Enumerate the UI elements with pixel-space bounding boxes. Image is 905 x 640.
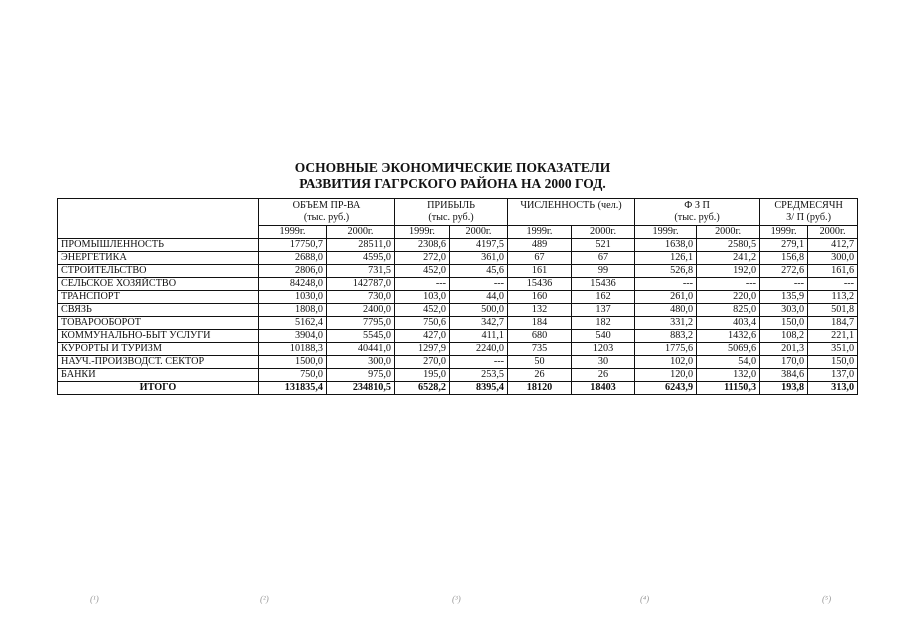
sector-name: СТРОИТЕЛЬСТВО (58, 265, 259, 278)
value-cell: 303,0 (760, 304, 808, 317)
sector-name: БАНКИ (58, 369, 259, 382)
year-header-cell: 2000г. (327, 226, 395, 239)
value-cell: 221,1 (808, 330, 858, 343)
value-cell: 480,0 (635, 304, 697, 317)
value-cell: 7795,0 (327, 317, 395, 330)
table-body (58, 239, 858, 395)
value-cell: 4595,0 (327, 252, 395, 265)
value-cell: 300,0 (327, 356, 395, 369)
value-cell: 137 (572, 304, 635, 317)
value-cell: 5069,6 (697, 343, 760, 356)
value-cell: 750,6 (395, 317, 450, 330)
value-cell: 1808,0 (259, 304, 327, 317)
value-cell: 361,0 (450, 252, 508, 265)
value-cell: 162 (572, 291, 635, 304)
value-cell: 132 (508, 304, 572, 317)
value-cell: 452,0 (395, 265, 450, 278)
value-cell: 253,5 (450, 369, 508, 382)
value-cell: 1432,6 (697, 330, 760, 343)
value-cell: 192,0 (697, 265, 760, 278)
document-title (0, 160, 905, 191)
value-cell: 17750,7 (259, 239, 327, 252)
value-cell: 108,2 (760, 330, 808, 343)
value-cell: 26 (572, 369, 635, 382)
year-header-cell: 2000г. (572, 226, 635, 239)
value-cell: --- (635, 278, 697, 291)
value-cell: 500,0 (450, 304, 508, 317)
sector-name: СЕЛЬСКОЕ ХОЗЯЙСТВО (58, 278, 259, 291)
value-cell: 5162,4 (259, 317, 327, 330)
value-cell: 30 (572, 356, 635, 369)
margin-mark: (⁴) (640, 594, 650, 604)
table-row (58, 239, 858, 252)
value-cell: 126,1 (635, 252, 697, 265)
value-cell: 184,7 (808, 317, 858, 330)
value-cell: --- (760, 278, 808, 291)
value-cell: 750,0 (259, 369, 327, 382)
value-cell: 411,1 (450, 330, 508, 343)
year-header-cell: 1999г. (760, 226, 808, 239)
value-cell: 26 (508, 369, 572, 382)
value-cell: 15436 (572, 278, 635, 291)
value-cell: 1203 (572, 343, 635, 356)
value-cell: 489 (508, 239, 572, 252)
table-row (58, 278, 858, 291)
value-cell: 10188,3 (259, 343, 327, 356)
value-cell: 5545,0 (327, 330, 395, 343)
sector-name: КОММУНАЛЬНО-БЫТ УСЛУГИ (58, 330, 259, 343)
year-header-cell: 2000г. (450, 226, 508, 239)
value-cell: 170,0 (760, 356, 808, 369)
value-cell: 2240,0 (450, 343, 508, 356)
header-output-volume: ОБЪЕМ ПР-ВА (тыс. руб.) (259, 199, 395, 226)
sector-name: ТОВАРООБОРОТ (58, 317, 259, 330)
year-header-cell: 1999г. (635, 226, 697, 239)
value-cell: 18403 (572, 382, 635, 395)
value-cell: 67 (508, 252, 572, 265)
table-row (58, 356, 858, 369)
value-cell: 11150,3 (697, 382, 760, 395)
value-cell: 4197,5 (450, 239, 508, 252)
value-cell: --- (808, 278, 858, 291)
value-cell: 1030,0 (259, 291, 327, 304)
value-cell: 272,6 (760, 265, 808, 278)
value-cell: 18120 (508, 382, 572, 395)
total-row (58, 382, 858, 395)
table-row (58, 304, 858, 317)
year-header-cell: 2000г. (808, 226, 858, 239)
value-cell: --- (395, 278, 450, 291)
value-cell: 2688,0 (259, 252, 327, 265)
margin-mark: (⁵) (822, 594, 832, 604)
sector-name: СВЯЗЬ (58, 304, 259, 317)
value-cell: 54,0 (697, 356, 760, 369)
value-cell: --- (697, 278, 760, 291)
value-cell: 403,4 (697, 317, 760, 330)
header-avg-monthly-wage: СРЕДМЕСЯЧН З/ П (руб.) (760, 199, 858, 226)
value-cell: 195,0 (395, 369, 450, 382)
sector-name: КУРОРТЫ И ТУРИЗМ (58, 343, 259, 356)
value-cell: 99 (572, 265, 635, 278)
value-cell: 102,0 (635, 356, 697, 369)
value-cell: 300,0 (808, 252, 858, 265)
value-cell: 2806,0 (259, 265, 327, 278)
value-cell: 384,6 (760, 369, 808, 382)
year-header-cell: 1999г. (259, 226, 327, 239)
value-cell: 412,7 (808, 239, 858, 252)
value-cell: 730,0 (327, 291, 395, 304)
value-cell: 156,8 (760, 252, 808, 265)
table-row (58, 330, 858, 343)
value-cell: 182 (572, 317, 635, 330)
value-cell: 526,8 (635, 265, 697, 278)
value-cell: 540 (572, 330, 635, 343)
table-row (58, 252, 858, 265)
value-cell: 735 (508, 343, 572, 356)
sector-name: ТРАНСПОРТ (58, 291, 259, 304)
value-cell: 501,8 (808, 304, 858, 317)
header-headcount: ЧИСЛЕННОСТЬ (чел.) (508, 199, 635, 226)
sector-name: ПРОМЫШЛЕННОСТЬ (58, 239, 259, 252)
title-line-1: ОСНОВНЫЕ ЭКОНОМИЧЕСКИЕ ПОКАЗАТЕЛИ (294, 160, 611, 175)
group-header-row (58, 199, 858, 226)
value-cell: 103,0 (395, 291, 450, 304)
margin-mark: (³) (452, 594, 461, 604)
value-cell: --- (450, 278, 508, 291)
table-row (58, 317, 858, 330)
table-row (58, 369, 858, 382)
value-cell: 261,0 (635, 291, 697, 304)
margin-mark: (¹) (90, 594, 99, 604)
value-cell: 15436 (508, 278, 572, 291)
value-cell: 680 (508, 330, 572, 343)
value-cell: 45,6 (450, 265, 508, 278)
value-cell: 883,2 (635, 330, 697, 343)
value-cell: 975,0 (327, 369, 395, 382)
value-cell: 1500,0 (259, 356, 327, 369)
value-cell: 161 (508, 265, 572, 278)
indicators-table (57, 198, 858, 395)
value-cell: 427,0 (395, 330, 450, 343)
margin-mark: (²) (260, 594, 269, 604)
value-cell: 272,0 (395, 252, 450, 265)
total-label: ИТОГО (58, 382, 259, 395)
value-cell: 351,0 (808, 343, 858, 356)
value-cell: 44,0 (450, 291, 508, 304)
value-cell: 521 (572, 239, 635, 252)
value-cell: 67 (572, 252, 635, 265)
value-cell: 50 (508, 356, 572, 369)
value-cell: 331,2 (635, 317, 697, 330)
table-row (58, 291, 858, 304)
value-cell: 2580,5 (697, 239, 760, 252)
value-cell: 135,9 (760, 291, 808, 304)
value-cell: 6243,9 (635, 382, 697, 395)
value-cell: 184 (508, 317, 572, 330)
value-cell: 161,6 (808, 265, 858, 278)
value-cell: 8395,4 (450, 382, 508, 395)
value-cell: 3904,0 (259, 330, 327, 343)
value-cell: 150,0 (760, 317, 808, 330)
value-cell: 452,0 (395, 304, 450, 317)
header-profit: ПРИБЫЛЬ (тыс. руб.) (395, 199, 508, 226)
year-header-cell: 2000г. (697, 226, 760, 239)
value-cell: 131835,4 (259, 382, 327, 395)
header-wage-fund: Ф З П (тыс. руб.) (635, 199, 760, 226)
value-cell: 279,1 (760, 239, 808, 252)
value-cell: 220,0 (697, 291, 760, 304)
value-cell: 40441,0 (327, 343, 395, 356)
value-cell: 270,0 (395, 356, 450, 369)
value-cell: 731,5 (327, 265, 395, 278)
value-cell: 142787,0 (327, 278, 395, 291)
value-cell: 84248,0 (259, 278, 327, 291)
value-cell: 241,2 (697, 252, 760, 265)
value-cell: 2308,6 (395, 239, 450, 252)
table-row (58, 343, 858, 356)
year-header-cell: 1999г. (395, 226, 450, 239)
value-cell: 825,0 (697, 304, 760, 317)
value-cell: 28511,0 (327, 239, 395, 252)
value-cell: 132,0 (697, 369, 760, 382)
value-cell: 113,2 (808, 291, 858, 304)
value-cell: 1638,0 (635, 239, 697, 252)
sector-name: НАУЧ.-ПРОИЗВОДСТ. СЕКТОР (58, 356, 259, 369)
value-cell: 150,0 (808, 356, 858, 369)
value-cell: 234810,5 (327, 382, 395, 395)
year-header-cell: 1999г. (508, 226, 572, 239)
value-cell: 1775,6 (635, 343, 697, 356)
value-cell: 120,0 (635, 369, 697, 382)
value-cell: 137,0 (808, 369, 858, 382)
value-cell: --- (450, 356, 508, 369)
value-cell: 160 (508, 291, 572, 304)
value-cell: 2400,0 (327, 304, 395, 317)
title-line-2: РАЗВИТИЯ ГАГРСКОГО РАЙОНА НА 2000 ГОД. (299, 175, 606, 191)
sector-name: ЭНЕРГЕТИКА (58, 252, 259, 265)
value-cell: 6528,2 (395, 382, 450, 395)
value-cell: 193,8 (760, 382, 808, 395)
header-blank-cell (58, 199, 259, 239)
value-cell: 313,0 (808, 382, 858, 395)
value-cell: 342,7 (450, 317, 508, 330)
value-cell: 1297,9 (395, 343, 450, 356)
table-row (58, 265, 858, 278)
value-cell: 201,3 (760, 343, 808, 356)
